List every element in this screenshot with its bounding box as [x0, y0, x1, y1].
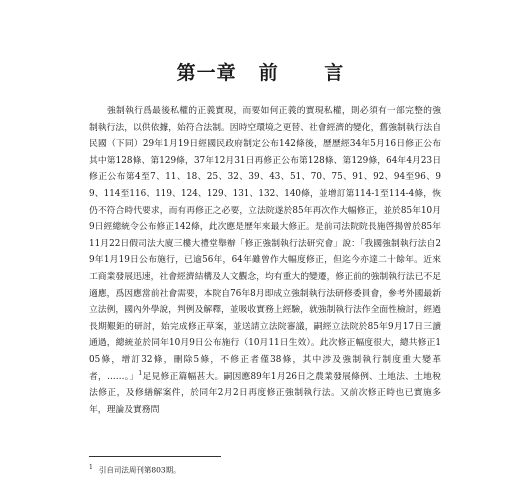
chapter-heading: 前 言	[258, 62, 364, 84]
footnote	[89, 462, 441, 476]
footnote-mark: 1	[89, 464, 93, 471]
chapter-title	[0, 58, 520, 85]
paragraph	[89, 103, 441, 418]
paragraph-text: 強制執行爲最後私權的正義實現，而要如何正義的實現私權，則必須有一部完整的強制執行法，以供依據，始符合法制。因時空環境之更替、社會經濟的變化，舊強制執行法自民國（下同）29年1月19日經國民政府制定公布142條後，歷歷經34年5月16日修正公布其中第128條、第129條，37年12月31日再修正公布第128條、第129條，64年4月23日修正公布第4至7、11、18、25、32、39、43、51、70、75、91、92、94至96、99、114至116、119、124、129、131、132、140條，並增訂第114-1至114-4條，恢仍不符合時代要求，而有再修正之必要，立法院遂於85年再次作大幅修正，並於85年10月9日經總統令公布修正142條，此次應是歷年來最大修正。是前司法院院長施啓揚曾於85年11月22日假司法大廈三樓大禮堂舉辦「修正強制執行法研究會」說：「我國強制執行法自29年1月19日公布施行，已逾56年，64年雖曾作大幅度修正，但迄今亦達二十餘年。近來工商業發展迅速，社會經濟結構及人文觀念，均有重大的變遷，修正前的強制執行法已不足適應，爲因應當前社會需要，本院自76年8月即成立強制執行法研修委員會，參考外國最新立法例，國內外學說，判例及解釋，並吸收實務上經驗，就強制執行法作全面性檢討，經過長期艱鉅的研討，始完成修正草案，並送請立法院審議，嗣經立法院於85年9月17日三讀通過，總統並於同年10月9日公布施行（10月11日生效）。此次修正幅度很大，總共修正105條，增訂32條，刪除5條，不修正者僅38條，其中涉及強制執行制度重大變革者，……。」	[89, 106, 441, 382]
footnote-text: 引自司法周刊第803期。	[98, 465, 181, 475]
footnote-divider	[89, 456, 221, 457]
body-text	[89, 103, 441, 418]
chapter-number: 第一章	[176, 62, 237, 84]
paragraph-text-continued: 足見修正篇幅甚大。嗣因應89年1月26日之農業發展條例、土地法、土地稅法修正，及修繕解案件，於同年2月2日再度修正強制執行法。又前次修正時也已實施多年，理論及實務問	[89, 371, 441, 415]
footnote-reference[interactable]: 1	[138, 369, 143, 377]
